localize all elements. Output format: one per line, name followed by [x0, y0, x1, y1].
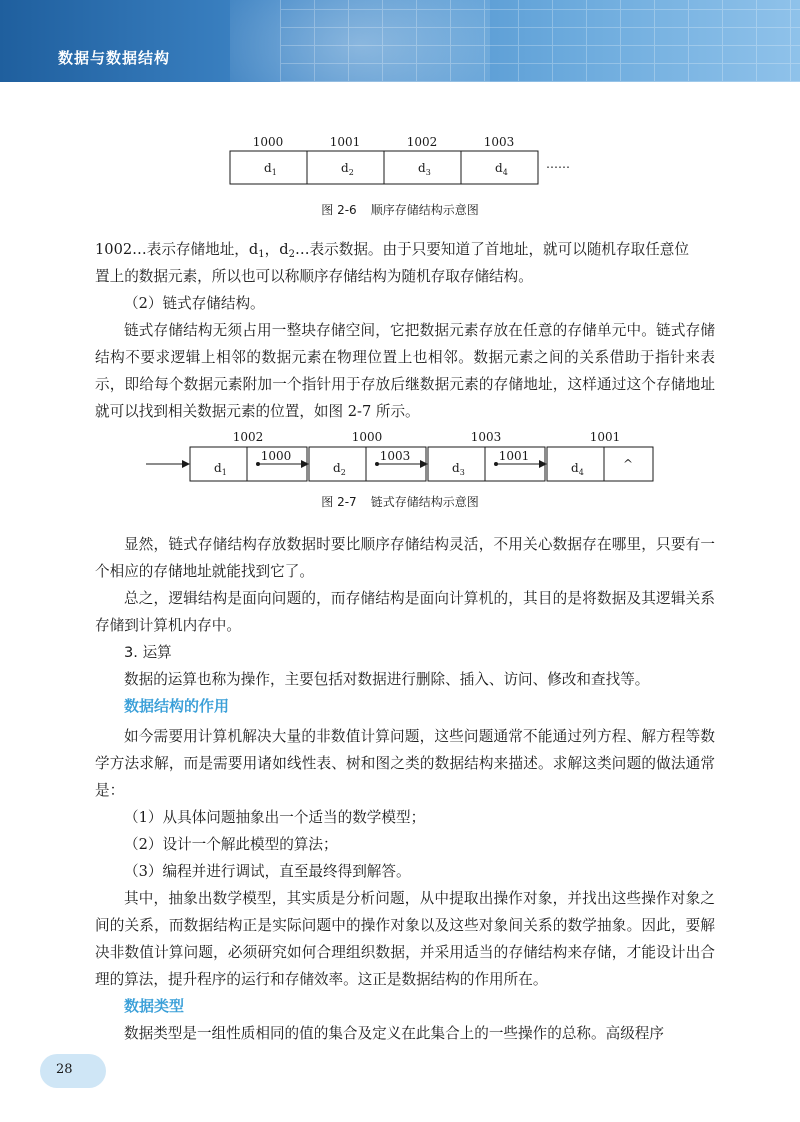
- pointer-dot: [375, 462, 379, 466]
- node-box: [547, 447, 653, 481]
- cell-data: $d_3$: [418, 161, 431, 177]
- list-item-linked-storage: （2）链式存储结构。: [124, 295, 265, 312]
- page-header: [0, 0, 800, 82]
- address-label: 1003: [483, 135, 515, 149]
- node-pointer: 1001: [498, 449, 530, 463]
- null-pointer: ^: [622, 457, 634, 471]
- pointer-dot: [494, 462, 498, 466]
- header-glow: [230, 0, 490, 82]
- cell-data: $d_1$: [264, 161, 277, 177]
- paragraph-line: 置上的数据元素，所以也可以称顺序存储结构为随机存取存储结构。: [95, 268, 533, 285]
- section-heading-operations: 3. 运算: [124, 644, 172, 661]
- caption-label: 图 2-6: [321, 203, 357, 217]
- page-number: 28: [56, 1062, 73, 1077]
- node-pointer: 1000: [260, 449, 292, 463]
- caption-label: 图 2-7: [321, 495, 357, 509]
- paragraph: 其中，抽象出数学模型，其实质是分析问题，从中提取出操作对象，并找出这些操作对象之间的关系，而数据结构正是实际问题中的操作对象以及这些对象间关系的数学抽象。因此，要解决非数值计算问题，必须研究如何合理组织数据，并采用适当的存储结构来存储，才能设计出合理的算法，提升程序的运行和存储效率。这正是数据结构的作用所在。: [95, 890, 715, 988]
- paragraph: 链式存储结构无须占用一整块存储空间，它把数据元素存放在任意的存储单元中。链式存储结构不要求逻辑上相邻的数据元素在物理位置上也相邻。数据元素之间的关系借助于指针来表示，即给每个数据元素附加一个指针用于存放后继数据元素的存储地址，这样通过这个存储地址就可以找到相关数据元素的位置，如图 2-7 所示。: [95, 322, 715, 420]
- list-item: （3）编程并进行调试，直至最终得到解答。: [124, 863, 411, 880]
- paragraph: 显然，链式存储结构存放数据时要比顺序存储结构灵活，不用关心数据存在哪里，只要有一个相应的存储地址就能找到它了。: [95, 536, 715, 580]
- figure-caption: [0, 201, 800, 218]
- node-address: 1002: [232, 430, 264, 444]
- cell-data: $d_2$: [341, 161, 354, 177]
- paragraph: 数据的运算也称为操作，主要包括对数据进行删除、插入、访问、修改和查找等。: [124, 671, 650, 688]
- node-address: 1003: [470, 430, 502, 444]
- ellipsis: ……: [546, 157, 570, 171]
- node-data: $d_2$: [333, 461, 346, 477]
- node-data: $d_1$: [214, 461, 227, 477]
- caption-text: 顺序存储结构示意图: [370, 203, 479, 217]
- list-item: （2）设计一个解此模型的算法；: [124, 836, 338, 853]
- pointer-dot: [256, 462, 260, 466]
- paragraph-line: 1002…表示存储地址，$d_1$，$d_2\dots$表示数据。由于只要知道了首地址，就可以随机存取任意位: [95, 241, 689, 260]
- paragraph: 总之，逻辑结构是面向问题的，而存储结构是面向计算机的，其目的是将数据及其逻辑关系存储到计算机内存中。: [95, 590, 715, 634]
- node-data: $d_3$: [452, 461, 465, 477]
- list-item: （1）从具体问题抽象出一个适当的数学模型；: [124, 809, 426, 826]
- address-label: 1000: [252, 135, 284, 149]
- figure-sequential-storage: [0, 130, 800, 192]
- caption-text: 链式存储结构示意图: [370, 495, 479, 509]
- figure-caption: [0, 493, 800, 510]
- chapter-title: 数据与数据结构: [58, 49, 171, 67]
- cell-data: $d_4$: [495, 161, 508, 177]
- paragraph-line: 数据类型是一组性质相同的值的集合及定义在此集合上的一些操作的总称。高级程序: [124, 1025, 664, 1042]
- address-label: 1002: [406, 135, 438, 149]
- address-label: 1001: [329, 135, 361, 149]
- node-address: 1000: [351, 430, 383, 444]
- page-number-badge: [40, 1054, 106, 1088]
- section-heading-types: 数据类型: [124, 997, 185, 1015]
- section-heading-role: 数据结构的作用: [124, 697, 230, 715]
- figure-linked-storage: [0, 426, 800, 486]
- node-pointer: 1003: [379, 449, 411, 463]
- node-address: 1001: [589, 430, 621, 444]
- paragraph: 如今需要用计算机解决大量的非数值计算问题，这些问题通常不能通过列方程、解方程等数学方法求解，而是需要用诸如线性表、树和图之类的数据结构来描述。求解这类问题的做法通常是：: [95, 728, 715, 799]
- node-data: $d_4$: [571, 461, 584, 477]
